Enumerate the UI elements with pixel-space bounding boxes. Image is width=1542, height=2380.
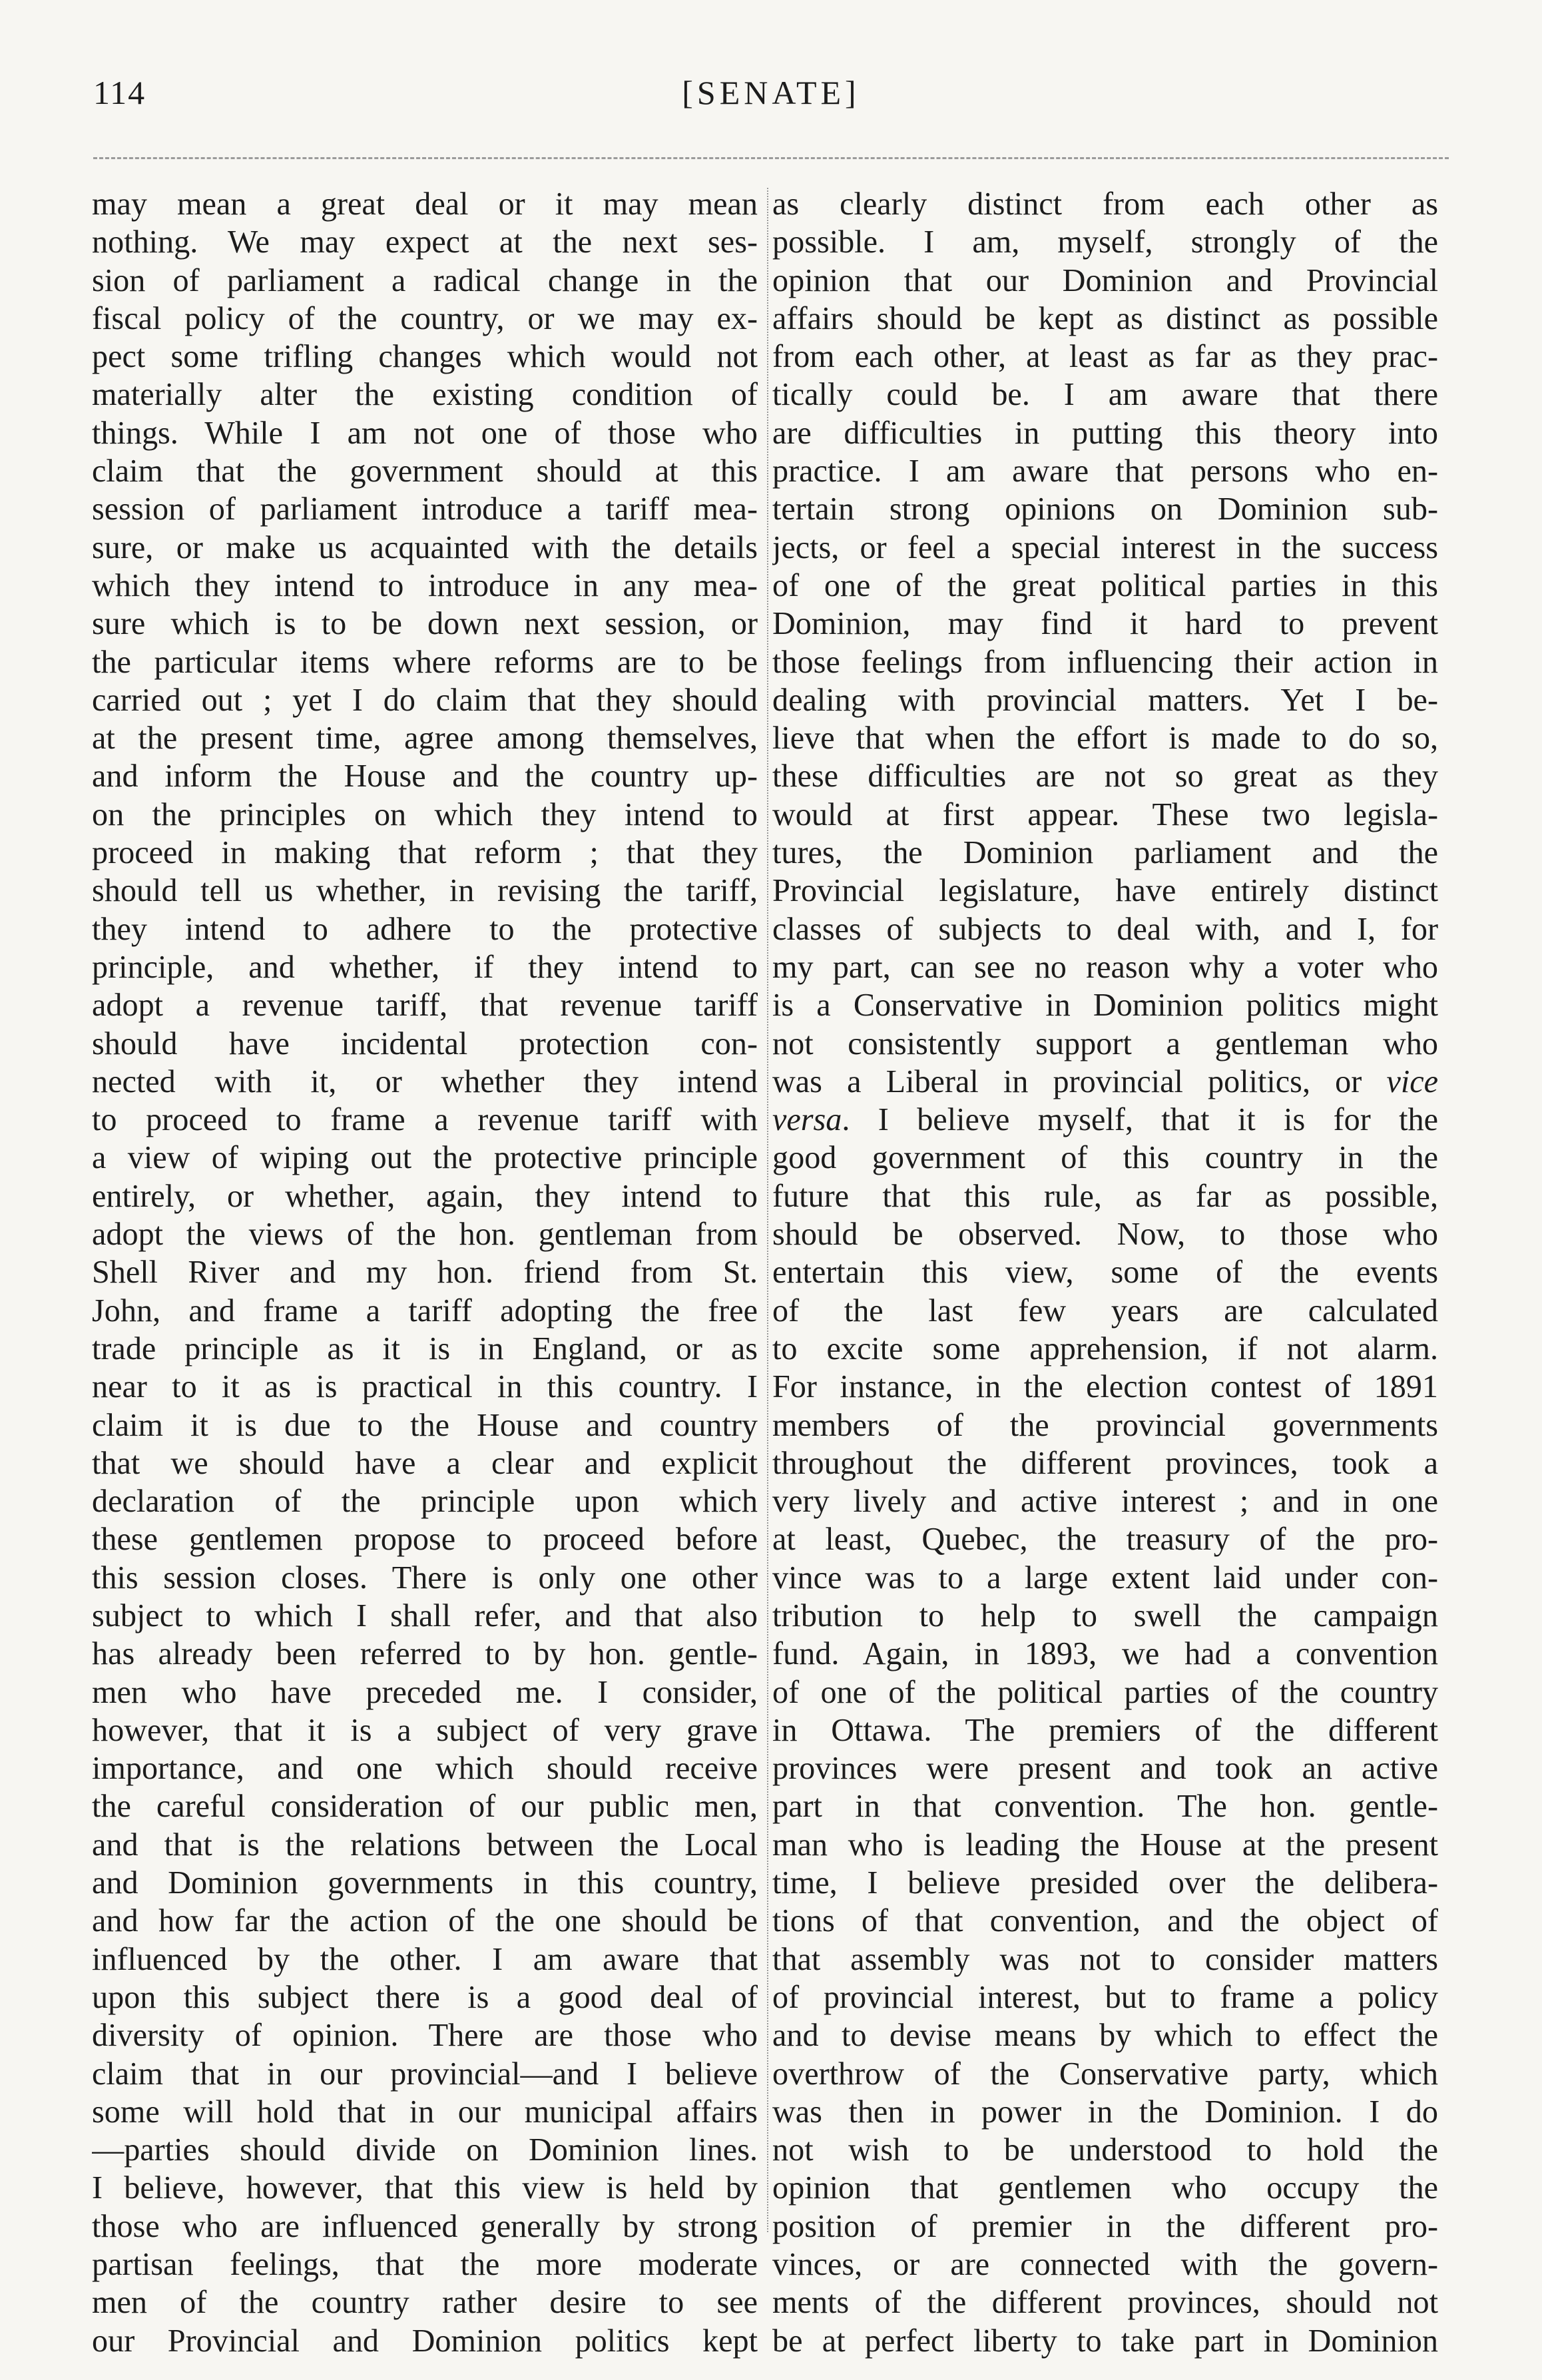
text-line: on the principles on which they intend to [92,796,758,832]
text-line: and that is the relations between the Local [92,1827,758,1863]
text-line: opinion that gentlemen who occupy the [772,2170,1438,2206]
text-line: of the last few years are calculated [772,1293,1438,1329]
text-line: that assembly was not to consider matters [772,1941,1438,1977]
text-line: claim that in our provincial—and I believe [92,2056,758,2092]
text-line: adopt a revenue tariff, that revenue tariff [92,988,758,1024]
text-line: practice. I am aware that persons who en- [772,453,1438,489]
text-line: vince was to a large extent laid under con- [772,1560,1438,1596]
text-line: of one of the political parties of the country [772,1674,1438,1710]
text-line: part in that convention. The hon. gentle- [772,1789,1438,1825]
text-line: sure, or make us acquainted with the details [92,529,758,565]
text-line: diversity of opinion. There are those who [92,2018,758,2054]
text-line: would at first appear. These two legisla- [772,796,1438,832]
right-column [772,185,1438,2360]
text-line: overthrow of the Conservative party, which [772,2056,1438,2092]
text-line: trade principle as it is in England, or as [92,1331,758,1366]
text-line: my part, can see no reason why a voter who [772,949,1438,985]
text-line: lieve that when the effort is made to do so, [772,721,1438,756]
text-line: good government of this country in the [772,1140,1438,1176]
text-line: claim that the government should at this [92,453,758,489]
text-line: —parties should divide on Dominion lines. [92,2132,758,2168]
text-line: was then in power in the Dominion. I do [772,2094,1438,2130]
text-line: principle, and whether, if they intend to [92,949,758,985]
text-line: should tell us whether, in revising the tariff, [92,873,758,909]
text-line: future that this rule, as far as possible, [772,1178,1438,1214]
text-line: adopt the views of the hon. gentleman from [92,1217,758,1253]
header-rule [93,157,1449,159]
text-line: has already been referred to by hon. gentle- [92,1636,758,1672]
text-line: those feelings from influencing their action in [772,644,1438,680]
text-line: fund. Again, in 1893, we had a convention [772,1636,1438,1672]
text-line: sure which is to be down next session, or [92,606,758,642]
text-line: however, that it is a subject of very grave [92,1712,758,1748]
text-line: near to it as is practical in this country. I [92,1369,758,1405]
text-line: to excite some apprehension, if not alarm. [772,1331,1438,1366]
text-line: members of the provincial governments [772,1407,1438,1443]
text-line: jects, or feel a special interest in the success [772,529,1438,565]
text-line: and inform the House and the country up- [92,758,758,794]
text-line: in Ottawa. The premiers of the different [772,1712,1438,1748]
text-line: affairs should be kept as distinct as possible [772,300,1438,336]
text-line: to proceed to frame a revenue tariff with [92,1102,758,1138]
text-line: provinces were present and took an active [772,1751,1438,1787]
text-line: For instance, in the election contest of 1891 [772,1369,1438,1405]
text-line: of provincial interest, but to frame a policy [772,1979,1438,2015]
text-line: was a Liberal in provincial politics, or vice [772,1063,1438,1099]
text-line: they intend to adhere to the protective [92,911,758,947]
text-line: and how far the action of the one should be [92,1903,758,1939]
text-line: not consistently support a gentleman who [772,1026,1438,1061]
text-line: men who have preceded me. I consider, [92,1674,758,1710]
text-line: not wish to be understood to hold the [772,2132,1438,2168]
text-line: tures, the Dominion parliament and the [772,835,1438,871]
text-line: at least, Quebec, the treasury of the pro- [772,1522,1438,1558]
text-line: and to devise means by which to effect the [772,2018,1438,2054]
text-line: dealing with provincial matters. Yet I be- [772,682,1438,718]
text-line: Provincial legislature, have entirely distinct [772,873,1438,909]
text-line: the particular items where reforms are to be [92,644,758,680]
text-line: nothing. We may expect at the next ses- [92,224,758,260]
text-line: very lively and active interest ; and in one [772,1484,1438,1520]
text-line: that we should have a clear and explicit [92,1445,758,1481]
text-line: at the present time, agree among themselves, [92,721,758,756]
text-line: those who are influenced generally by strong [92,2208,758,2244]
text-line: the careful consideration of our public men, [92,1789,758,1825]
text-line: proceed in making that reform ; that they [92,835,758,871]
text-line: tertain strong opinions on Dominion sub- [772,491,1438,527]
text-line: Dominion, may find it hard to prevent [772,606,1438,642]
text-line: tribution to help to swell the campaign [772,1598,1438,1634]
text-line: nected with it, or whether they intend [92,1063,758,1099]
left-column [92,185,758,2360]
column-divider [767,188,768,2232]
text-line: may mean a great deal or it may mean [92,186,758,222]
text-line: a view of wiping out the protective principle [92,1140,758,1176]
text-line: declaration of the principle upon which [92,1484,758,1520]
text-line: which they intend to introduce in any mea- [92,567,758,603]
text-line: entirely, or whether, again, they intend to [92,1178,758,1214]
text-line: is a Conservative in Dominion politics might [772,988,1438,1024]
text-line: from each other, at least as far as they prac- [772,339,1438,375]
running-head: [SENATE] [682,74,860,111]
text-line: some will hold that in our municipal affairs [92,2094,758,2130]
text-line: things. While I am not one of those who [92,415,758,451]
text-line: importance, and one which should receive [92,1751,758,1787]
text-line: time, I believe presided over the delibera- [772,1865,1438,1901]
text-line: and Dominion governments in this country, [92,1865,758,1901]
text-line: upon this subject there is a good deal of [92,1979,758,2015]
text-line: versa. I believe myself, that it is for the [772,1102,1438,1138]
text-line: should be observed. Now, to those who [772,1217,1438,1253]
text-line: of one of the great political parties in this [772,567,1438,603]
text-line: this session closes. There is only one other [92,1560,758,1596]
text-line: these gentlemen propose to proceed before [92,1522,758,1558]
text-line: these difficulties are not so great as they [772,758,1438,794]
text-line: classes of subjects to deal with, and I, for [772,911,1438,947]
text-line: sion of parliament a radical change in the [92,262,758,298]
text-line: throughout the different provinces, took a [772,1445,1438,1481]
text-line: carried out ; yet I do claim that they should [92,682,758,718]
text-line: materially alter the existing condition of [92,377,758,413]
text-line: possible. I am, myself, strongly of the [772,224,1438,260]
text-line: are difficulties in putting this theory into [772,415,1438,451]
page-number: 114 [93,74,146,111]
text-line: I believe, however, that this view is held by [92,2170,758,2206]
text-line: ments of the different provinces, should not [772,2285,1438,2321]
text-line: influenced by the other. I am aware that [92,1941,758,1977]
text-line: session of parliament introduce a tariff mea- [92,491,758,527]
text-line: Shell River and my hon. friend from St. [92,1255,758,1291]
text-line: be at perfect liberty to take part in Dominion [772,2323,1438,2359]
text-line: men of the country rather desire to see [92,2285,758,2321]
text-line: vinces, or are connected with the govern- [772,2247,1438,2283]
text-line: subject to which I shall refer, and that also [92,1598,758,1634]
text-line: should have incidental protection con- [92,1026,758,1061]
text-line: claim it is due to the House and country [92,1407,758,1443]
text-line: John, and frame a tariff adopting the free [92,1293,758,1329]
text-line: as clearly distinct from each other as [772,186,1438,222]
text-line: entertain this view, some of the events [772,1255,1438,1291]
text-line: position of premier in the different pro- [772,2208,1438,2244]
text-line: our Provincial and Dominion politics kept [92,2323,758,2359]
text-line: tions of that convention, and the object of [772,1903,1438,1939]
text-line: pect some trifling changes which would not [92,339,758,375]
text-line: man who is leading the House at the present [772,1827,1438,1863]
text-line: fiscal policy of the country, or we may ex- [92,300,758,336]
text-line: partisan feelings, that the more moderate [92,2247,758,2283]
text-line: tically could be. I am aware that there [772,377,1438,413]
text-line: opinion that our Dominion and Provincial [772,262,1438,298]
